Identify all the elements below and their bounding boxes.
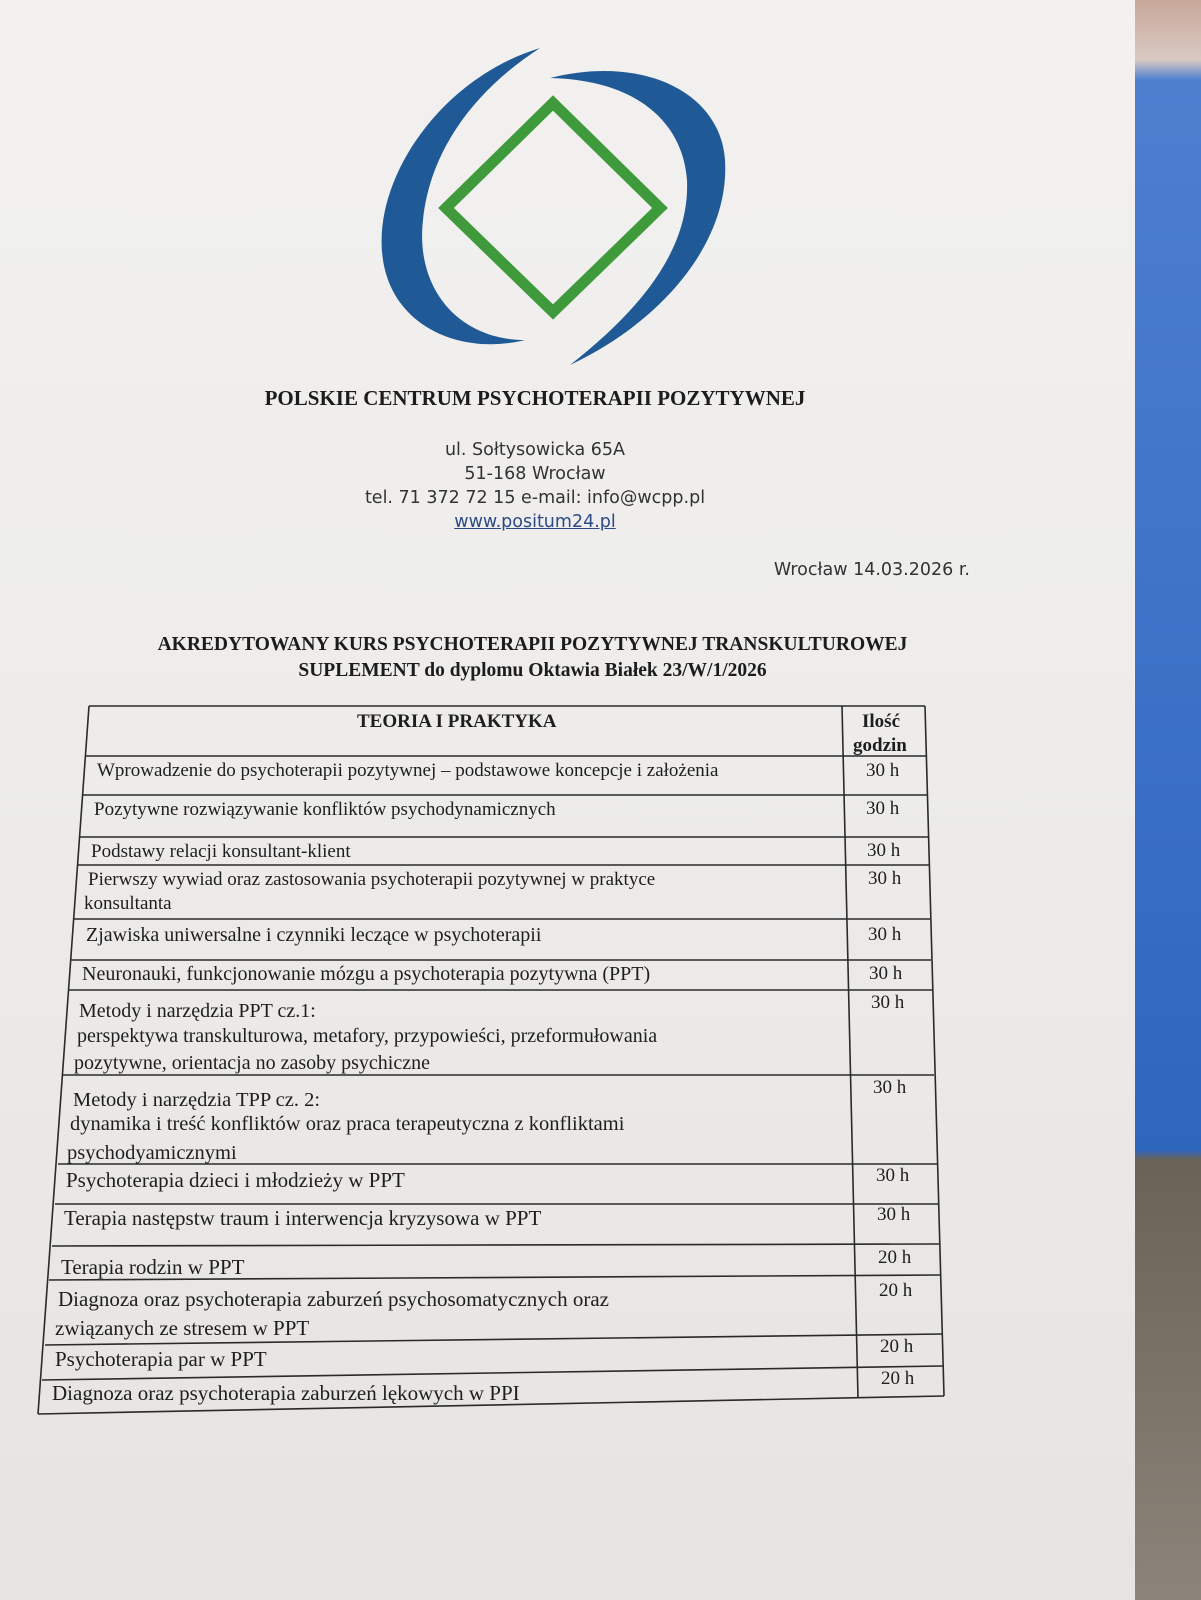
row-hours: 30 h — [866, 760, 900, 781]
row-subject: Terapia następstw traum i interwencja kryzysowa w PPT — [64, 1206, 542, 1230]
row-subject: Metody i narzędzia PPT cz.1: — [79, 1000, 316, 1022]
table-right-border — [925, 706, 944, 1396]
row-hours: 30 h — [876, 1165, 910, 1186]
document-date: Wrocław 14.03.2026 r. — [773, 560, 970, 580]
row-subject-line2: perspektywa transkulturowa, metafory, przypowieści, przeformułowania — [77, 1025, 658, 1047]
row-subject: Psychoterapia dzieci i młodzieży w PPT — [66, 1168, 405, 1192]
row-subject-line2: dynamika i treść konfliktów oraz praca terapeutyczna z konfliktami — [70, 1113, 625, 1135]
row-subject: Metody i narzędzia TPP cz. 2: — [73, 1089, 321, 1111]
table-header-hours-2: godzin — [853, 735, 907, 756]
document-title: AKREDYTOWANY KURS PSYCHOTERAPII POZYTYWNEJ TRANSKULTUROWEJ — [157, 634, 908, 655]
row-hours: 20 h — [878, 1247, 912, 1268]
organization-name: POLSKIE CENTRUM PSYCHOTERAPII POZYTYWNEJ — [264, 386, 806, 410]
row-hours: 20 h — [881, 1368, 915, 1389]
row-hours: 30 h — [868, 868, 902, 889]
row-subject: Podstawy relacji konsultant-klient — [91, 841, 351, 862]
table-header-hours-1: Ilość — [862, 711, 900, 732]
row-hours: 30 h — [877, 1204, 911, 1225]
row-subject: Wprowadzenie do psychoterapii pozytywnej – podstawowe koncepcje i założenia — [97, 760, 719, 781]
row-subject-line3: psychodyamicznymi — [67, 1142, 237, 1164]
row-subject: Psychoterapia par w PPT — [55, 1347, 267, 1371]
row-subject: Diagnoza oraz psychoterapia zaburzeń psychosomatycznych oraz — [58, 1287, 609, 1311]
address-city: 51-168 Wrocław — [464, 464, 606, 484]
row-subject: Diagnoza oraz psychoterapia zaburzeń lękowych w PPI — [52, 1381, 520, 1405]
row-hours: 30 h — [871, 992, 905, 1013]
table-header-subject: TEORIA I PRAKTYKA — [357, 711, 557, 732]
row-subject: Pozytywne rozwiązywanie konfliktów psychodynamicznych — [94, 799, 556, 820]
row-subject: Terapia rodzin w PPT — [61, 1255, 245, 1279]
row-hours: 30 h — [866, 798, 900, 819]
website-link[interactable]: www.positum24.pl — [454, 512, 616, 532]
row-hours: 20 h — [880, 1336, 914, 1357]
table-column-divider — [842, 706, 858, 1398]
row-subject: Zjawiska uniwersalne i czynniki leczące w psychoterapii — [86, 924, 542, 946]
row-hours: 30 h — [868, 924, 902, 945]
row-subject: Pierwszy wywiad oraz zastosowania psychoterapii pozytywnej w praktyce — [88, 869, 656, 890]
contact-line: tel. 71 372 72 15 e-mail: info@wcpp.pl — [364, 488, 706, 508]
row-subject: Neuronauki, funkcjonowanie mózgu a psychoterapia pozytywna (PPT) — [82, 963, 651, 985]
row-hours: 30 h — [867, 840, 901, 861]
row-subject-line2: związanych ze stresem w PPT — [55, 1316, 310, 1340]
address-street: ul. Sołtysowicka 65A — [444, 440, 626, 460]
row-hours: 30 h — [869, 963, 903, 984]
document-subtitle: SUPLEMENT do dyplomu Oktawia Białek 23/W/1/2026 — [298, 660, 767, 681]
row-subject-line3: pozytywne, orientacja no zasoby psychiczne — [74, 1052, 430, 1074]
row-hours: 20 h — [879, 1280, 913, 1301]
row-hours: 30 h — [873, 1077, 907, 1098]
row-subject-line2: konsultanta — [84, 893, 172, 914]
